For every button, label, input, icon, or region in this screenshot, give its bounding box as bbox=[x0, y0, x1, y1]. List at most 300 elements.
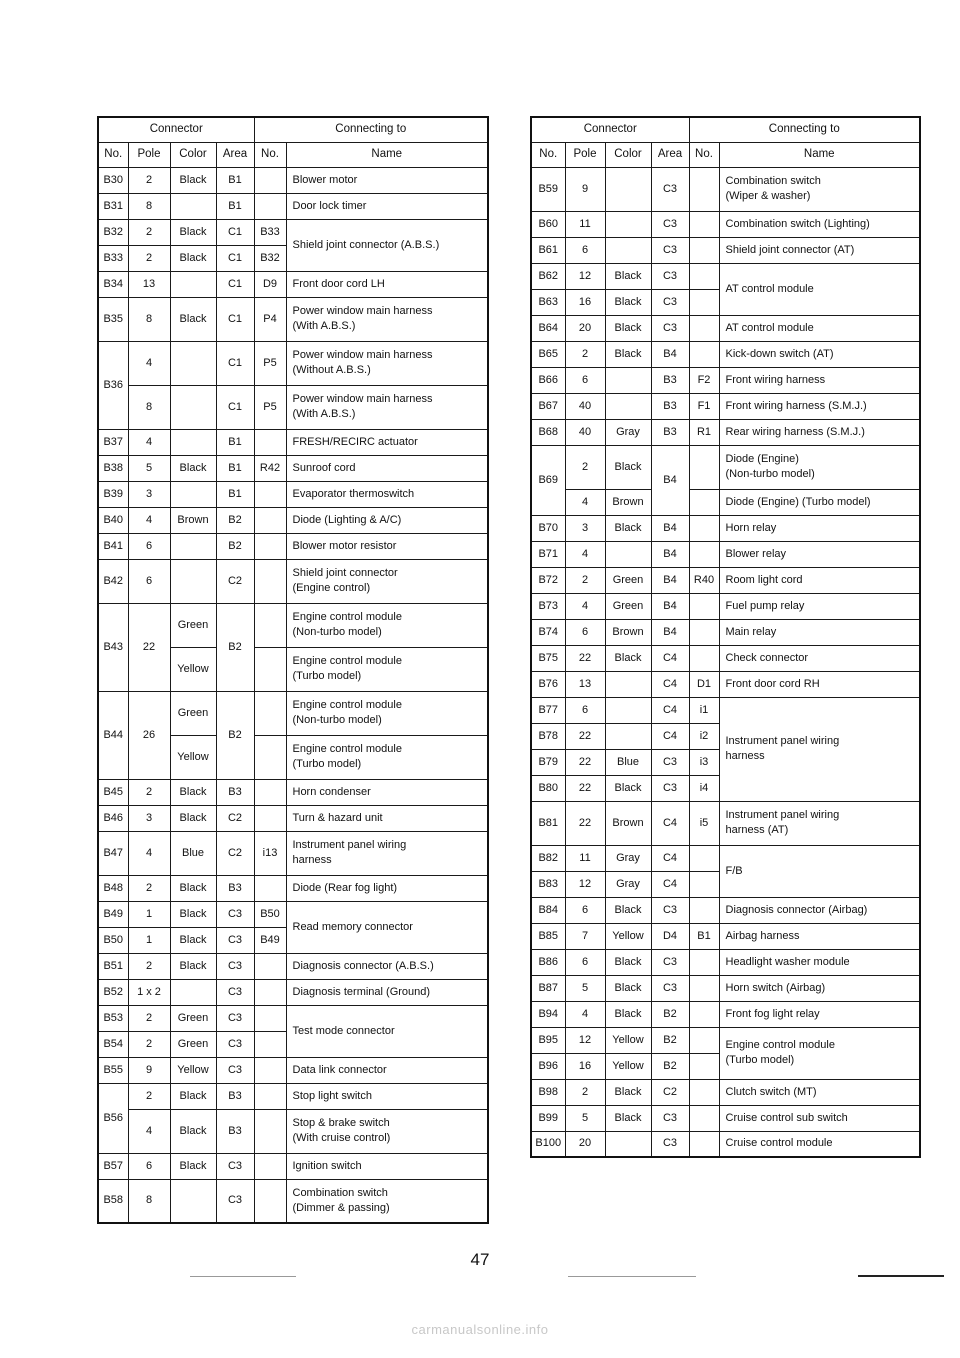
table-cell: B32 bbox=[98, 219, 128, 245]
table-cell bbox=[689, 1001, 719, 1027]
table-row bbox=[98, 341, 488, 385]
table-cell: Black bbox=[170, 1109, 216, 1153]
table-cell: C3 bbox=[651, 1131, 689, 1157]
table-cell: Shield joint connector (Engine control) bbox=[286, 559, 488, 603]
table-cell bbox=[605, 367, 651, 393]
table-cell: 22 bbox=[565, 775, 605, 801]
table-cell: B65 bbox=[531, 341, 565, 367]
table-cell bbox=[170, 271, 216, 297]
table-cell: B31 bbox=[98, 193, 128, 219]
table-cell: B51 bbox=[98, 953, 128, 979]
table-cell: C2 bbox=[216, 831, 254, 875]
watermark: carmanualsonline.info bbox=[411, 1322, 549, 1337]
table-row bbox=[531, 1131, 920, 1157]
table-cell: B4 bbox=[651, 619, 689, 645]
table-cell: C3 bbox=[216, 1153, 254, 1179]
table-cell: 22 bbox=[565, 801, 605, 845]
table-cell: B82 bbox=[531, 845, 565, 871]
table-cell: Turn & hazard unit bbox=[286, 805, 488, 831]
table-cell: Black bbox=[170, 875, 216, 901]
table-cell: 4 bbox=[128, 429, 170, 455]
table-cell: C3 bbox=[651, 975, 689, 1001]
connector-header: Connector bbox=[531, 117, 689, 142]
table-cell bbox=[605, 671, 651, 697]
table-row bbox=[98, 429, 488, 455]
table-cell: 2 bbox=[565, 567, 605, 593]
table-cell: C2 bbox=[216, 559, 254, 603]
table-cell: Front fog light relay bbox=[719, 1001, 920, 1027]
table-cell: B1 bbox=[689, 923, 719, 949]
table-column-header bbox=[531, 142, 920, 167]
table-cell: 12 bbox=[565, 1027, 605, 1053]
connector-table-left bbox=[97, 116, 489, 1224]
table-row bbox=[531, 845, 920, 871]
table-row bbox=[98, 901, 488, 927]
table-cell: Green bbox=[170, 1005, 216, 1031]
table-cell bbox=[605, 393, 651, 419]
table-cell bbox=[689, 1105, 719, 1131]
table-cell: Diagnosis connector (A.B.S.) bbox=[286, 953, 488, 979]
table-cell: 20 bbox=[565, 1131, 605, 1157]
table-cell: 1 x 2 bbox=[128, 979, 170, 1005]
table-cell: B95 bbox=[531, 1027, 565, 1053]
table-cell: C2 bbox=[216, 805, 254, 831]
table-cell: 2 bbox=[128, 1083, 170, 1109]
table-cell: Black bbox=[170, 167, 216, 193]
table-cell: Brown bbox=[605, 489, 651, 515]
table-cell: B66 bbox=[531, 367, 565, 393]
table-cell: 26 bbox=[128, 691, 170, 779]
table-row bbox=[531, 263, 920, 289]
table-cell: Diode (Lighting & A/C) bbox=[286, 507, 488, 533]
table-cell: C1 bbox=[216, 245, 254, 271]
table-row bbox=[531, 567, 920, 593]
table-cell: B1 bbox=[216, 193, 254, 219]
connecting-to-header: Connecting to bbox=[689, 117, 920, 142]
table-cell: 13 bbox=[128, 271, 170, 297]
table-cell: B100 bbox=[531, 1131, 565, 1157]
table-row bbox=[531, 515, 920, 541]
table-cell: B96 bbox=[531, 1053, 565, 1079]
table-row bbox=[98, 1083, 488, 1109]
table-row bbox=[531, 975, 920, 1001]
table-cell: B2 bbox=[651, 1001, 689, 1027]
table-row bbox=[98, 1179, 488, 1223]
table-cell: Black bbox=[605, 445, 651, 489]
table-cell bbox=[689, 949, 719, 975]
table-cell: Gray bbox=[605, 871, 651, 897]
table-cell: P5 bbox=[254, 341, 286, 385]
table-cell bbox=[170, 979, 216, 1005]
table-cell: C3 bbox=[216, 1057, 254, 1083]
table-cell: C3 bbox=[216, 979, 254, 1005]
table-cell: Door lock timer bbox=[286, 193, 488, 219]
table-cell: Black bbox=[170, 455, 216, 481]
table-cell: B2 bbox=[651, 1027, 689, 1053]
table-cell: 8 bbox=[128, 385, 170, 429]
table-cell: Ignition switch bbox=[286, 1153, 488, 1179]
table-cell: C3 bbox=[216, 953, 254, 979]
table-row bbox=[98, 953, 488, 979]
table-cell: B81 bbox=[531, 801, 565, 845]
table-cell bbox=[605, 1131, 651, 1157]
table-cell: Yellow bbox=[605, 1053, 651, 1079]
table-cell bbox=[170, 533, 216, 559]
table-row bbox=[98, 1057, 488, 1083]
table-group-header bbox=[531, 117, 920, 142]
table-cell bbox=[254, 779, 286, 805]
table-cell: B76 bbox=[531, 671, 565, 697]
table-cell: B33 bbox=[98, 245, 128, 271]
table-cell: Check connector bbox=[719, 645, 920, 671]
table-cell bbox=[689, 489, 719, 515]
table-cell: 2 bbox=[128, 1031, 170, 1057]
table-cell: Data link connector bbox=[286, 1057, 488, 1083]
table-row bbox=[531, 923, 920, 949]
table-cell bbox=[254, 167, 286, 193]
table-body bbox=[98, 167, 488, 1223]
table-cell: B3 bbox=[216, 1109, 254, 1153]
table-cell: Gray bbox=[605, 845, 651, 871]
table-cell: B4 bbox=[651, 567, 689, 593]
table-cell: Room light cord bbox=[719, 567, 920, 593]
table-cell: Main relay bbox=[719, 619, 920, 645]
table-cell: i2 bbox=[689, 723, 719, 749]
table-cell: B47 bbox=[98, 831, 128, 875]
table-cell: C4 bbox=[651, 723, 689, 749]
table-cell bbox=[689, 645, 719, 671]
col-header-no: No. bbox=[531, 142, 565, 167]
table-cell bbox=[254, 805, 286, 831]
table-row bbox=[531, 897, 920, 923]
table-cell: C3 bbox=[651, 897, 689, 923]
table-cell bbox=[254, 691, 286, 735]
table-cell: B35 bbox=[98, 297, 128, 341]
table-cell: B45 bbox=[98, 779, 128, 805]
table-cell: Black bbox=[605, 1105, 651, 1131]
table-cell: B33 bbox=[254, 219, 286, 245]
table-cell: 22 bbox=[128, 603, 170, 691]
table-cell bbox=[689, 975, 719, 1001]
table-cell: D1 bbox=[689, 671, 719, 697]
table-cell bbox=[689, 541, 719, 567]
table-cell: B49 bbox=[254, 927, 286, 953]
table-cell bbox=[254, 1179, 286, 1223]
table-cell: Evaporator thermoswitch bbox=[286, 481, 488, 507]
table-cell: C3 bbox=[216, 927, 254, 953]
table-cell: Engine control module (Turbo model) bbox=[286, 735, 488, 779]
table-cell: C3 bbox=[651, 1105, 689, 1131]
table-cell: Instrument panel wiring harness bbox=[286, 831, 488, 875]
table-cell bbox=[170, 1179, 216, 1223]
table-row bbox=[98, 507, 488, 533]
table-cell: B94 bbox=[531, 1001, 565, 1027]
table-row bbox=[531, 1105, 920, 1131]
table-cell bbox=[605, 541, 651, 567]
table-cell: C4 bbox=[651, 671, 689, 697]
table-row bbox=[531, 645, 920, 671]
table-cell: F/B bbox=[719, 845, 920, 897]
table-cell: Black bbox=[170, 953, 216, 979]
table-cell: 13 bbox=[565, 671, 605, 697]
table-cell bbox=[689, 341, 719, 367]
table-cell: 20 bbox=[565, 315, 605, 341]
table-cell bbox=[689, 237, 719, 263]
table-row bbox=[531, 393, 920, 419]
table-cell bbox=[170, 481, 216, 507]
table-cell bbox=[689, 619, 719, 645]
table-cell: 9 bbox=[565, 167, 605, 211]
table-cell: Front door cord LH bbox=[286, 271, 488, 297]
table-cell: 22 bbox=[565, 645, 605, 671]
table-cell: B2 bbox=[216, 603, 254, 691]
table-cell: B68 bbox=[531, 419, 565, 445]
table-cell: B75 bbox=[531, 645, 565, 671]
col-header-connecting-no: No. bbox=[689, 142, 719, 167]
table-cell: 2 bbox=[128, 875, 170, 901]
table-row bbox=[98, 455, 488, 481]
table-cell: i1 bbox=[689, 697, 719, 723]
table-cell: 3 bbox=[565, 515, 605, 541]
table-cell: B4 bbox=[651, 541, 689, 567]
table-cell: B60 bbox=[531, 211, 565, 237]
table-cell: B41 bbox=[98, 533, 128, 559]
table-cell: C3 bbox=[216, 1179, 254, 1223]
page-number: 47 bbox=[470, 1250, 490, 1269]
table-cell: i5 bbox=[689, 801, 719, 845]
table-cell: Green bbox=[170, 1031, 216, 1057]
table-cell: C4 bbox=[651, 645, 689, 671]
table-cell: C3 bbox=[651, 263, 689, 289]
table-row bbox=[98, 271, 488, 297]
table-cell: 2 bbox=[128, 779, 170, 805]
table-cell: 6 bbox=[565, 367, 605, 393]
table-cell: 16 bbox=[565, 1053, 605, 1079]
table-row bbox=[98, 219, 488, 245]
table-cell: Stop light switch bbox=[286, 1083, 488, 1109]
table-cell: 6 bbox=[128, 559, 170, 603]
table-cell: Black bbox=[170, 901, 216, 927]
table-row bbox=[531, 211, 920, 237]
table-row bbox=[531, 801, 920, 845]
table-cell: B49 bbox=[98, 901, 128, 927]
table-cell bbox=[605, 697, 651, 723]
table-cell: B64 bbox=[531, 315, 565, 341]
table-row bbox=[98, 691, 488, 735]
table-row bbox=[531, 489, 920, 515]
table-cell: 4 bbox=[128, 507, 170, 533]
table-cell: B3 bbox=[651, 393, 689, 419]
table-row bbox=[98, 297, 488, 341]
table-cell: B73 bbox=[531, 593, 565, 619]
table-cell: 3 bbox=[128, 481, 170, 507]
table-row bbox=[531, 445, 920, 489]
connector-header: Connector bbox=[98, 117, 254, 142]
table-cell bbox=[254, 953, 286, 979]
table-cell bbox=[254, 735, 286, 779]
table-group-header bbox=[98, 117, 488, 142]
table-cell: 7 bbox=[565, 923, 605, 949]
table-cell: C1 bbox=[216, 219, 254, 245]
table-cell: Shield joint connector (A.B.S.) bbox=[286, 219, 488, 271]
table-cell: B62 bbox=[531, 263, 565, 289]
table-row bbox=[98, 533, 488, 559]
table-cell: Brown bbox=[170, 507, 216, 533]
table-row bbox=[98, 603, 488, 647]
table-cell: 5 bbox=[565, 975, 605, 1001]
table-row bbox=[98, 167, 488, 193]
table-cell: 8 bbox=[128, 1179, 170, 1223]
table-row bbox=[531, 367, 920, 393]
table-cell: Power window main harness (Without A.B.S.) bbox=[286, 341, 488, 385]
table-cell: Combination switch (Wiper & washer) bbox=[719, 167, 920, 211]
table-cell: 2 bbox=[565, 445, 605, 489]
table-cell: Blower relay bbox=[719, 541, 920, 567]
table-cell: Diode (Engine) (Non-turbo model) bbox=[719, 445, 920, 489]
table-cell: B4 bbox=[651, 593, 689, 619]
table-cell: B61 bbox=[531, 237, 565, 263]
table-cell: Test mode connector bbox=[286, 1005, 488, 1057]
table-cell: R1 bbox=[689, 419, 719, 445]
table-cell: Airbag harness bbox=[719, 923, 920, 949]
table-cell: C1 bbox=[216, 341, 254, 385]
table-cell bbox=[689, 289, 719, 315]
table-row bbox=[531, 315, 920, 341]
col-header-area: Area bbox=[651, 142, 689, 167]
table-row bbox=[531, 1001, 920, 1027]
table-cell: B71 bbox=[531, 541, 565, 567]
table-cell: Rear wiring harness (S.M.J.) bbox=[719, 419, 920, 445]
table-cell: i3 bbox=[689, 749, 719, 775]
table-cell: 4 bbox=[565, 593, 605, 619]
table-cell: Cruise control module bbox=[719, 1131, 920, 1157]
table-cell: B2 bbox=[216, 691, 254, 779]
table-cell: 12 bbox=[565, 871, 605, 897]
table-cell: R42 bbox=[254, 455, 286, 481]
table-cell: Combination switch (Lighting) bbox=[719, 211, 920, 237]
table-cell: Black bbox=[605, 897, 651, 923]
table-cell bbox=[689, 1079, 719, 1105]
table-cell: Black bbox=[605, 949, 651, 975]
table-cell: B2 bbox=[651, 1053, 689, 1079]
table-cell bbox=[170, 193, 216, 219]
table-cell: 4 bbox=[128, 341, 170, 385]
col-header-no: No. bbox=[98, 142, 128, 167]
table-cell: B1 bbox=[216, 429, 254, 455]
table-cell: B36 bbox=[98, 341, 128, 429]
table-cell: B86 bbox=[531, 949, 565, 975]
table-cell: B63 bbox=[531, 289, 565, 315]
table-cell: B80 bbox=[531, 775, 565, 801]
scan-artifact-line bbox=[858, 1275, 944, 1277]
table-cell: C3 bbox=[651, 211, 689, 237]
table-cell: B50 bbox=[98, 927, 128, 953]
table-cell: B3 bbox=[216, 875, 254, 901]
table-row bbox=[98, 193, 488, 219]
table-cell bbox=[254, 1109, 286, 1153]
table-row bbox=[531, 1027, 920, 1053]
table-cell: B38 bbox=[98, 455, 128, 481]
table-cell: B37 bbox=[98, 429, 128, 455]
table-cell bbox=[254, 193, 286, 219]
table-cell bbox=[254, 481, 286, 507]
table-cell: B2 bbox=[216, 533, 254, 559]
table-row bbox=[98, 1109, 488, 1153]
table-cell: 6 bbox=[565, 949, 605, 975]
table-cell bbox=[689, 211, 719, 237]
table-cell: Stop & brake switch (With cruise control) bbox=[286, 1109, 488, 1153]
col-header-color: Color bbox=[170, 142, 216, 167]
connector-table-right bbox=[530, 116, 921, 1158]
table-cell: C3 bbox=[216, 1005, 254, 1031]
table-cell: Instrument panel wiring harness (AT) bbox=[719, 801, 920, 845]
table-cell: R40 bbox=[689, 567, 719, 593]
table-cell: P4 bbox=[254, 297, 286, 341]
table-body bbox=[531, 167, 920, 1157]
table-cell: 6 bbox=[128, 1153, 170, 1179]
table-cell: Shield joint connector (AT) bbox=[719, 237, 920, 263]
table-cell: B39 bbox=[98, 481, 128, 507]
table-row bbox=[98, 831, 488, 875]
table-row bbox=[531, 671, 920, 697]
table-cell bbox=[689, 263, 719, 289]
table-cell: Yellow bbox=[170, 647, 216, 691]
table-cell: C3 bbox=[651, 289, 689, 315]
table-cell: B78 bbox=[531, 723, 565, 749]
table-row bbox=[98, 779, 488, 805]
table-cell: D9 bbox=[254, 271, 286, 297]
table-cell: 6 bbox=[565, 697, 605, 723]
table-cell: Instrument panel wiring harness bbox=[719, 697, 920, 801]
table-cell: Black bbox=[170, 927, 216, 953]
table-column-header bbox=[98, 142, 488, 167]
table-cell bbox=[254, 1057, 286, 1083]
table-cell: 2 bbox=[128, 245, 170, 271]
table-cell: 11 bbox=[565, 211, 605, 237]
table-cell bbox=[605, 723, 651, 749]
table-cell: 16 bbox=[565, 289, 605, 315]
table-cell: B57 bbox=[98, 1153, 128, 1179]
table-cell: C1 bbox=[216, 297, 254, 341]
table-cell: 2 bbox=[565, 341, 605, 367]
table-cell: 2 bbox=[128, 219, 170, 245]
table-cell: Gray bbox=[605, 419, 651, 445]
table-cell: 1 bbox=[128, 901, 170, 927]
table-cell: Black bbox=[605, 263, 651, 289]
table-cell: Green bbox=[605, 567, 651, 593]
table-cell: C3 bbox=[651, 167, 689, 211]
table-cell bbox=[170, 341, 216, 385]
table-cell: 8 bbox=[128, 297, 170, 341]
table-cell bbox=[689, 871, 719, 897]
table-cell: 4 bbox=[128, 831, 170, 875]
table-cell: Black bbox=[605, 775, 651, 801]
table-row bbox=[98, 1005, 488, 1031]
table-cell bbox=[689, 1131, 719, 1157]
table-cell: Green bbox=[605, 593, 651, 619]
table-cell bbox=[254, 429, 286, 455]
table-row bbox=[98, 481, 488, 507]
table-cell: Black bbox=[605, 1001, 651, 1027]
table-row bbox=[531, 541, 920, 567]
table-cell bbox=[689, 593, 719, 619]
col-header-connecting-no: No. bbox=[254, 142, 286, 167]
table-cell: Kick-down switch (AT) bbox=[719, 341, 920, 367]
table-cell bbox=[689, 1053, 719, 1079]
table-cell: 4 bbox=[565, 1001, 605, 1027]
table-cell: C4 bbox=[651, 871, 689, 897]
table-cell bbox=[689, 315, 719, 341]
